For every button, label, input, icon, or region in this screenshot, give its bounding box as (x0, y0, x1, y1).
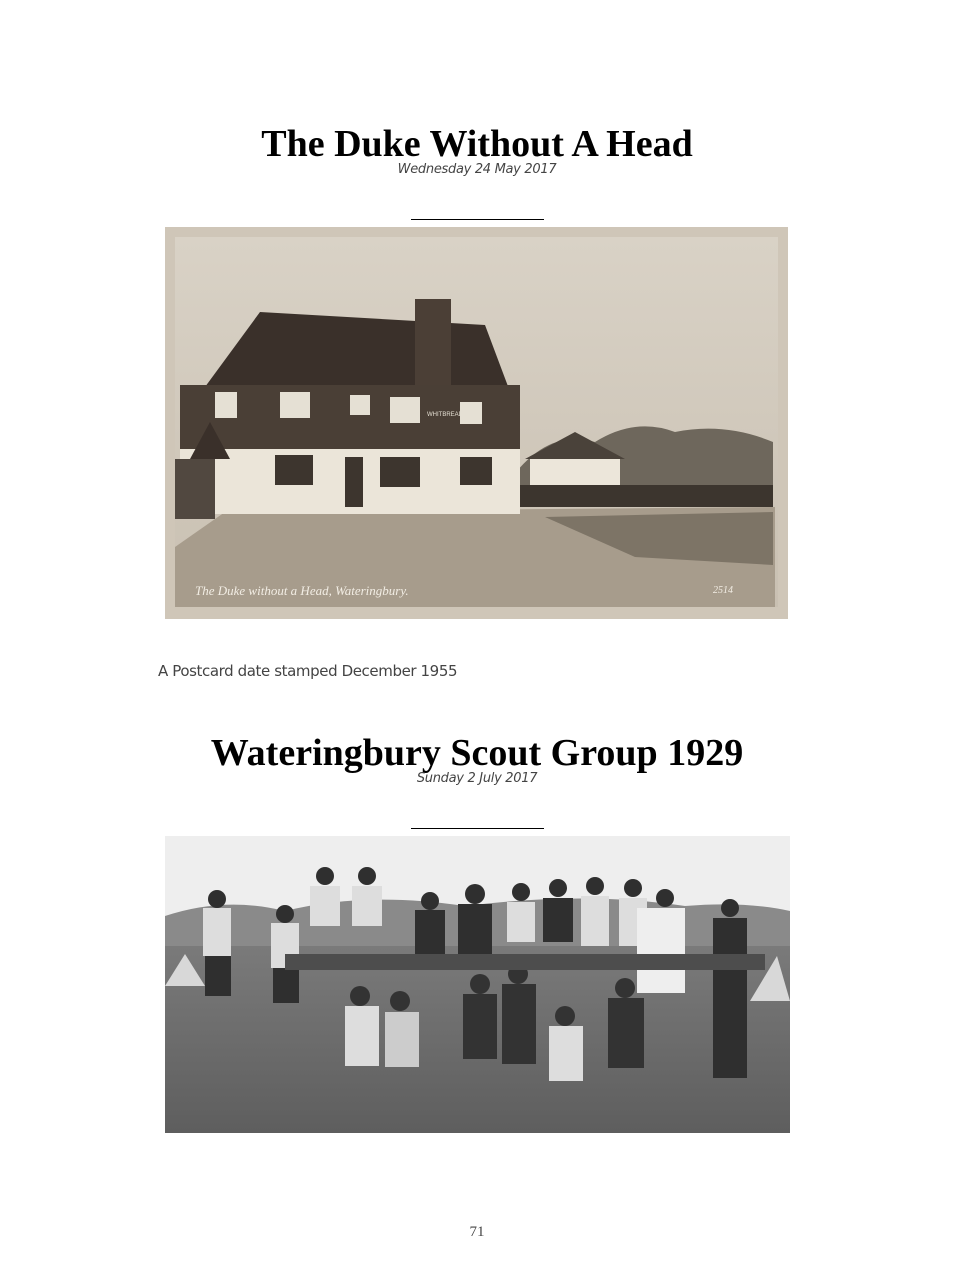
page-number: 71 (469, 1224, 485, 1240)
article-date: Sunday 2 July 2017 (416, 771, 538, 786)
postcard-photo (165, 227, 788, 619)
postcard-number: 2514 (713, 585, 733, 596)
article-date: Wednesday 24 May 2017 (397, 162, 557, 177)
article-title: The Duke Without A Head (261, 123, 693, 165)
pub-sign: WHITBREAD (427, 412, 463, 418)
divider (411, 219, 544, 220)
article-title: Wateringbury Scout Group 1929 (210, 732, 744, 774)
divider (411, 828, 544, 829)
photo-caption: A Postcard date stamped December 1955 (158, 662, 458, 680)
scout-group-photo (165, 836, 790, 1133)
postcard-inscription: The Duke without a Head, Wateringbury. (195, 583, 409, 598)
